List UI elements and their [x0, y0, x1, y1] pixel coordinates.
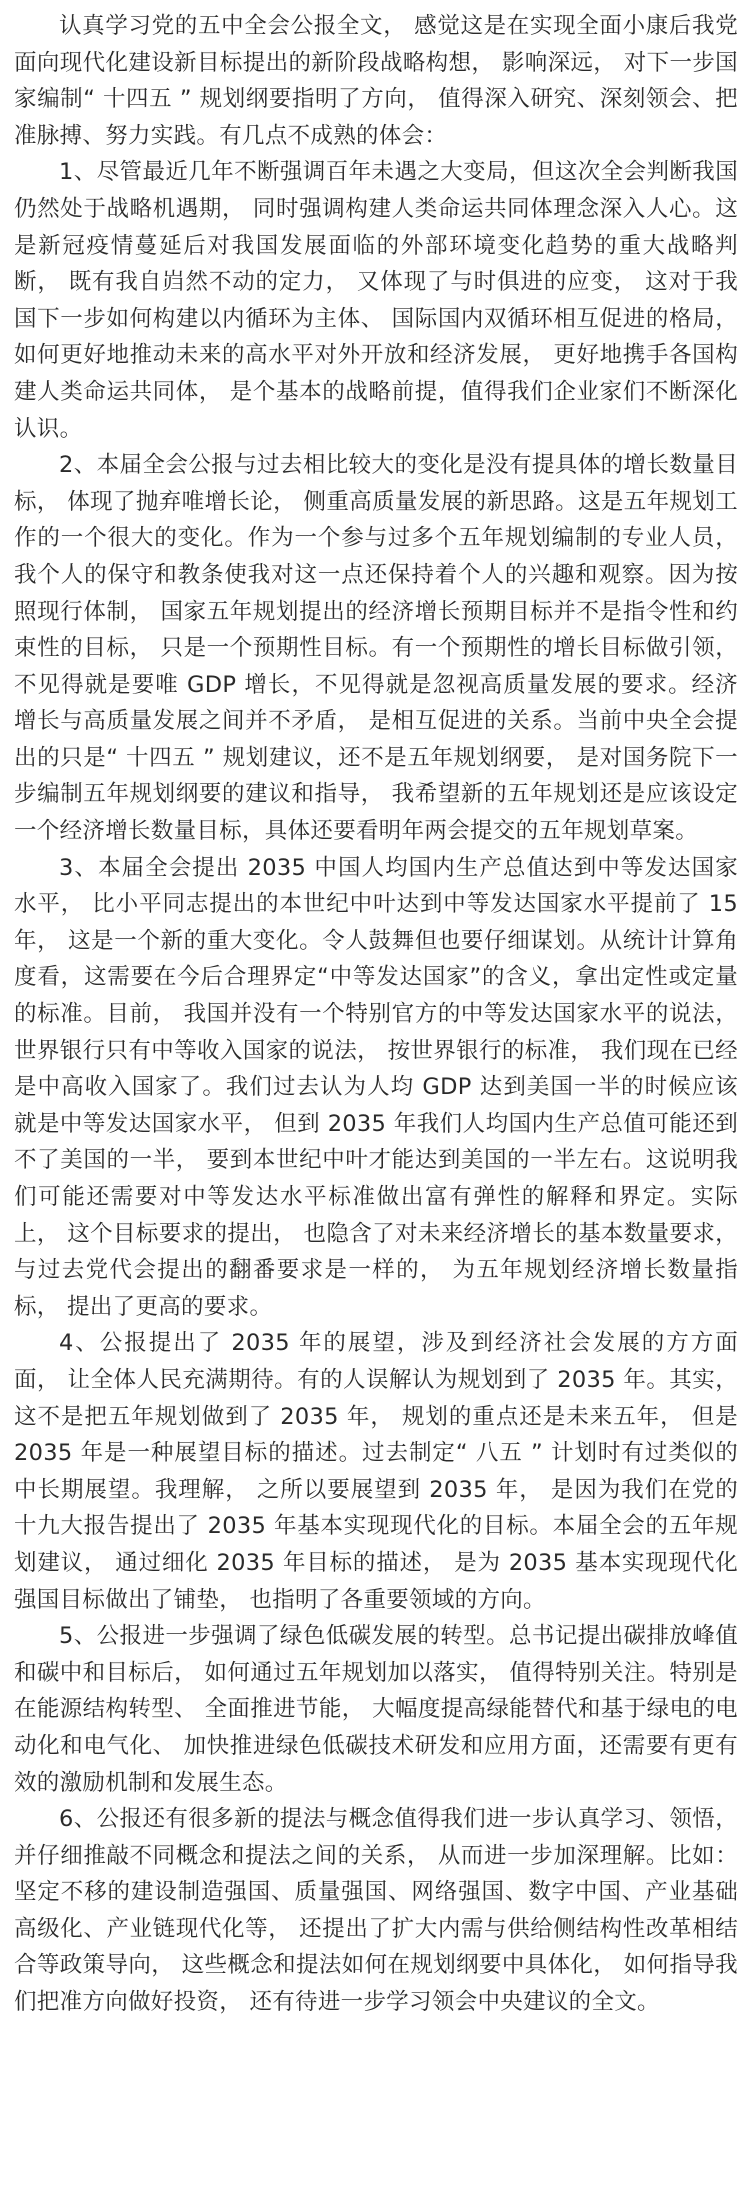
point-4-paragraph: 4、公报提出了 2035 年的展望，涉及到经济社会发展的方方面面， 让全体人民充满期待。有的人误解认为规划到了 2035 年。其实， 这不是把五年规划做到了 2035 年， 规划的重点还是未来五年， 但是 2035 年是一种展望目标的描述。过去制定“ 八五 ” 计划时有过类似的中长期展望。我理解， 之所以要展望到 2035 年， 是因为我们在党的十九大报告提出了 2035 年基本实现现代化的目标。本届全会的五年规划建议， 通过细化 2035 年目标的描述， 是为 2035 基本实现现代化强国目标做出了铺垫， 也指明了各重要领域的方向。 — [14, 1330, 738, 1613]
point-6-paragraph: 6、公报还有很多新的提法与概念值得我们进一步认真学习、领悟， 并仔细推敲不同概念和提法之间的关系， 从而进一步加深理解。比如： 坚定不移的建设制造强国、质量强国、网络强国、数字中国、产业基础高级化、产业链现代化等， 还提出了扩大内需与供给侧结构性改革相结合等政策导向， 这些概念和提法如何在规划纲要中具体化， 如何指导我们把准方向做好投资， 还有待进一步学习领会中央建议的全文。 — [14, 1806, 738, 2016]
point-2-paragraph: 2、本届全会公报与过去相比较大的变化是没有提具体的增长数量目标， 体现了抛弃唯增长论， 侧重高质量发展的新思路。这是五年规划工作的一个很大的变化。作为一个参与过多个五年规划编制的专业人员， 我个人的保守和教条使我对这一点还保持着个人的兴趣和观察。因为按照现行体制， 国家五年规划提出的经济增长预期目标并不是指令性和约束性的目标， 只是一个预期性目标。有一个预期性的增长目标做引领，不见得就是要唯 GDP 增长，不见得就是忽视高质量发展的要求。经济增长与高质量发展之间并不矛盾， 是相互促进的关系。当前中央全会提出的只是“ 十四五 ” 规划建议，还不是五年规划纲要， 是对国务院下一步编制五年规划纲要的建议和指导， 我希望新的五年规划还是应该设定一个经济增长数量目标，具体还要看明年两会提交的五年规划草案。 — [14, 452, 738, 845]
point-5-paragraph: 5、公报进一步强调了绿色低碳发展的转型。总书记提出碳排放峰值和碳中和目标后， 如何通过五年规划加以落实， 值得特别关注。特别是在能源结构转型、 全面推进节能， 大幅度提高绿能替代和基于绿电的电动化和电气化、 加快推进绿色低碳技术研发和应用方面，还需要有更有效的激励机制和发展生态。 — [14, 1623, 738, 1796]
intro-paragraph: 认真学习党的五中全会公报全文， 感觉这是在实现全面小康后我党面向现代化建设新目标提出的新阶段战略构想， 影响深远， 对下一步国家编制“ 十四五 ” 规划纲要指明了方向， 值得深入研究、深刻领会、把准脉搏、努力实践。有几点不成熟的体会： — [14, 13, 738, 149]
article-body — [14, 8, 738, 2021]
point-1-paragraph: 1、尽管最近几年不断强调百年未遇之大变局，但这次全会判断我国仍然处于战略机遇期， 同时强调构建人类命运共同体理念深入人心。这是新冠疫情蔓延后对我国发展面临的外部环境变化趋势的重大战略判断， 既有我自岿然不动的定力， 又体现了与时俱进的应变， 这对于我国下一步如何构建以内循环为主体、 国际国内双循环相互促进的格局， 如何更好地推动未来的高水平对外开放和经济发展， 更好地携手各国构建人类命运共同体， 是个基本的战略前提，值得我们企业家们不断深化认识。 — [14, 159, 738, 442]
point-3-paragraph: 3、本届全会提出 2035 中国人均国内生产总值达到中等发达国家水平， 比小平同志提出的本世纪中叶达到中等发达国家水平提前了 15 年， 这是一个新的重大变化。令人鼓舞但也要仔细谋划。从统计计算角度看，这需要在今后合理界定“中等发达国家”的含义，拿出定性或定量的标准。目前， 我国并没有一个特别官方的中等发达国家水平的说法， 世界银行只有中等收入国家的说法， 按世界银行的标准， 我们现在已经是中高收入国家了。我们过去认为人均 GDP 达到美国一半的时候应该就是中等发达国家水平， 但到 2035 年我们人均国内生产总值可能还到不了美国的一半， 要到本世纪中叶才能达到美国的一半左右。这说明我们可能还需要对中等发达水平标准做出富有弹性的解释和界定。实际上， 这个目标要求的提出， 也隐含了对未来经济增长的基本数量要求， 与过去党代会提出的翻番要求是一样的， 为五年规划经济增长数量指标， 提出了更高的要求。 — [14, 854, 738, 1320]
